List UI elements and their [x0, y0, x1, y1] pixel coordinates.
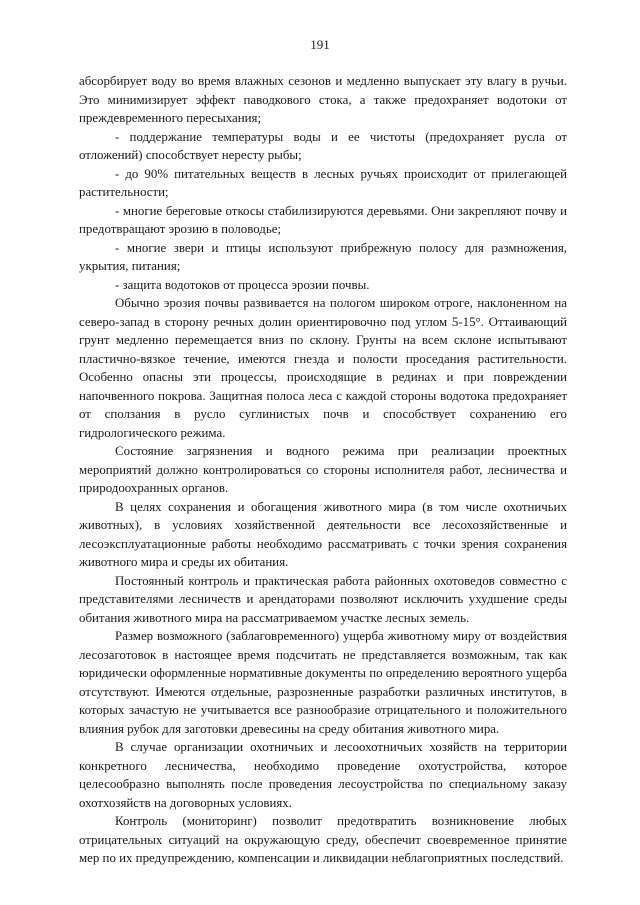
- list-item: - до 90% питательных веществ в лесных ручьях происходит от прилегающей растительности;: [79, 166, 567, 199]
- paragraph: Контроль (мониторинг) позволит предотвратить возникновение любых отрицательных ситуаций на окружающую среду, обеспечит своевременное принятие мер по их предупреждению, компенсации и ликвидации неблагоприятных последствий.: [79, 814, 567, 865]
- paragraph: В целях сохранения и обогащения животного мира (в том числе охотничьих животных), в условиях хозяйственной деятельности все лесохозяйственные и лесоэксплуатационные работы необходимо рассматривать с точки зрения сохранения животного мира и среды их обитания.: [79, 499, 567, 569]
- paragraph: Постоянный контроль и практическая работа районных охотоведов совместно с представителями лесничеств и арендаторами позволяют исключить ухудшение среды обитания животного мира на рассматриваемом участке лесных земель.: [79, 573, 567, 625]
- paragraph: Обычно эрозия почвы развивается на пологом широком отроге, наклоненном на северо-запад в сторону речных долин ориентировочно под углом 5-15°. Оттаивающий грунт медленно перемещается вниз по склону. Грунты на всем склоне испытывают пластично-вязкое течение, имеются гнезда и полости проседания растительности. Особенно опасны эти процессы, происходящие в рединах и при повреждении напочвенного покрова. Защитная полоса леса с каждой стороны водотока предохраняет от сползания в русло суглинистых почв и способствует сохранению его гидрологического режима.: [79, 296, 567, 440]
- list-item: - защита водотоков от процесса эрозии почвы.: [115, 277, 370, 292]
- list-item: - многие звери и птицы используют прибрежную полосу для размножения, укрытия, питания;: [79, 240, 567, 273]
- list-item: - многие береговые откосы стабилизируются деревьями. Они закрепляют почву и предотвращают эрозию в половодье;: [79, 203, 567, 236]
- paragraph-continuation: абсорбирует воду во время влажных сезонов и медленно выпускает эту влагу в ручьи. Это минимизирует эффект паводкового стока, а также предохраняет водотоки от преждевременного пересыхания;: [79, 74, 567, 125]
- list-item: - поддержание температуры воды и ее чистоты (предохраняет русла от отложений) способствует нересту рыбы;: [79, 129, 567, 162]
- paragraph: Состояние загрязнения и водного режима при реализации проектных мероприятий должно контролироваться со стороны исполнителя работ, лесничества и природоохранных органов.: [79, 444, 567, 495]
- page-number: 191: [310, 37, 330, 52]
- body-text: [79, 72, 567, 868]
- paragraph: Размер возможного (заблаговременного) ущерба животному миру от воздействия лесозаготовок в настоящее время подсчитать не представляется возможным, так как юридически оформленные нормативные документы по определению вероятного ущерба отсутствуют. Имеются отдельные, разрозненные разработки различных институтов, в которых зачастую не учитывается все разнообразие отрицательного и положительного влияния рубок для заготовки древесины на среду обитания животного мира.: [79, 629, 567, 736]
- paragraph: В случае организации охотничьих и лесоохотничьих хозяйств на территории конкретного лесничества, необходимо проведение охотустройства, которое целесообразно выполнять после проведения лесоустройства по специальному заказу охотхозяйств на договорных условиях.: [79, 740, 567, 810]
